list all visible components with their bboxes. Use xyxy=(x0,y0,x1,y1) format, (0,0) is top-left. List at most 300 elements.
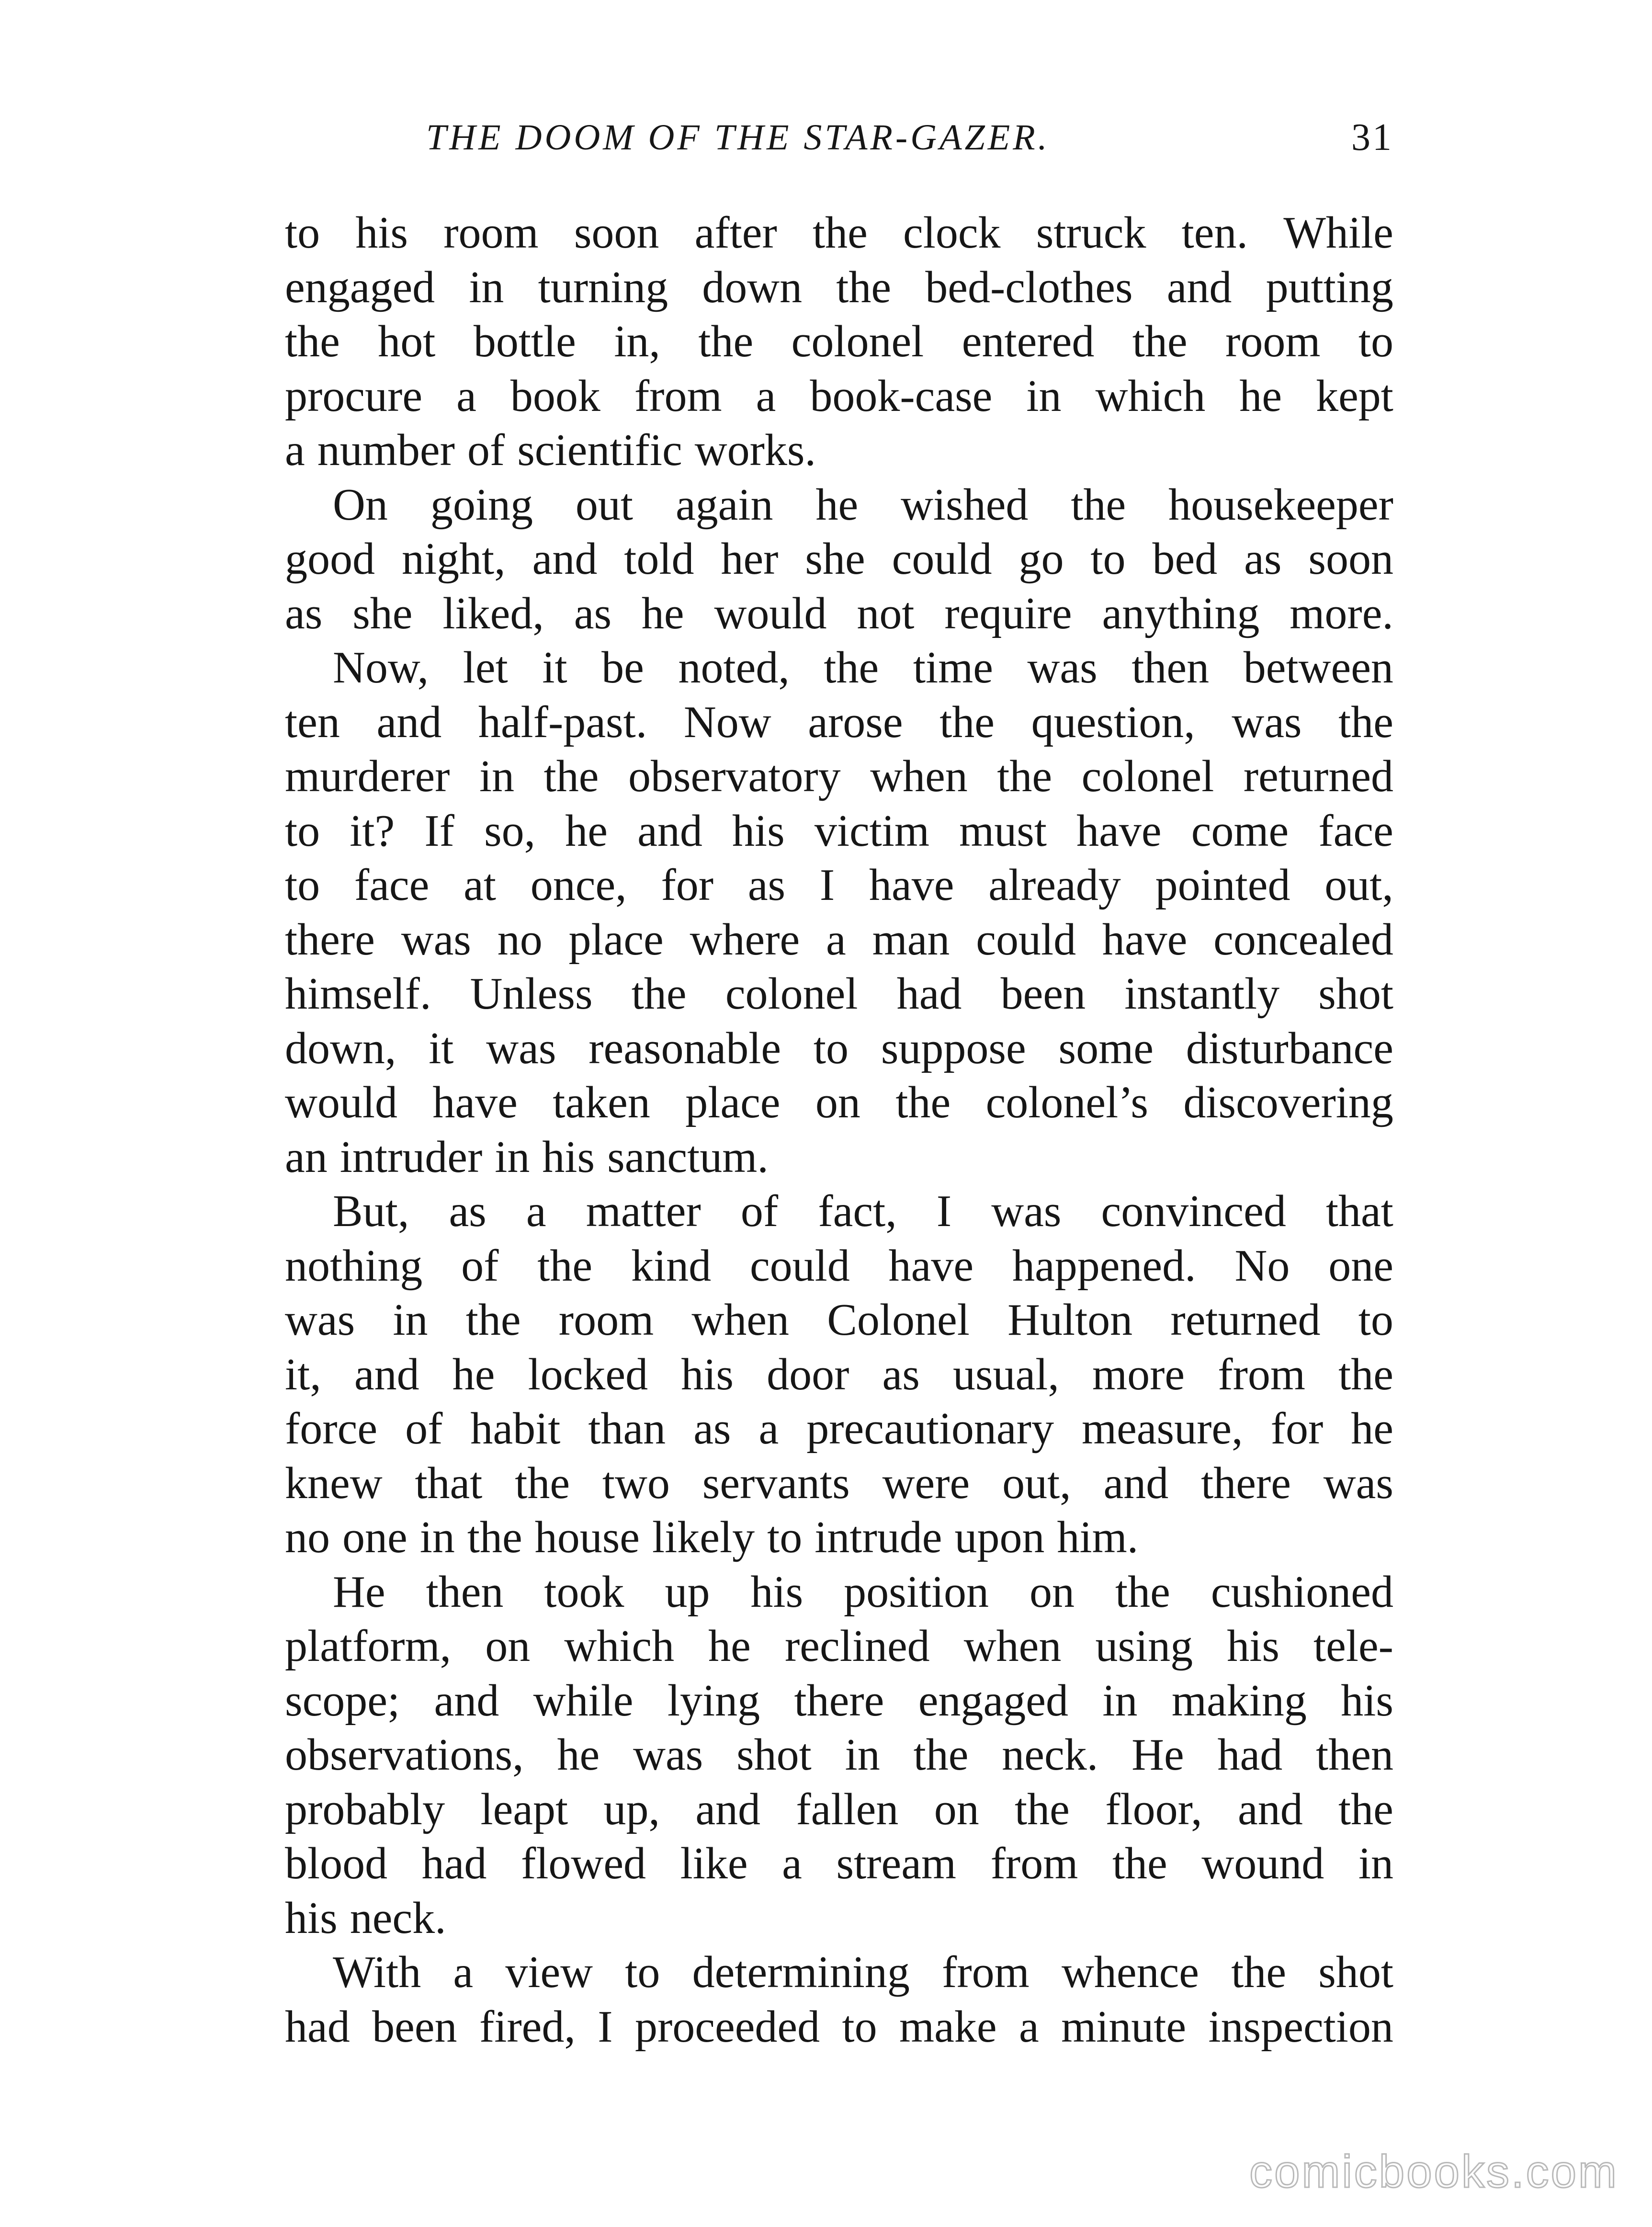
word: pointed xyxy=(1155,860,1290,910)
word: which xyxy=(1095,371,1206,421)
word: have xyxy=(869,860,954,910)
word: his xyxy=(1227,1621,1279,1671)
word: nothing xyxy=(285,1240,423,1291)
word: for xyxy=(661,860,714,910)
word: took xyxy=(544,1567,624,1617)
word: while xyxy=(533,1675,634,1726)
word: not xyxy=(857,588,915,638)
word: then xyxy=(426,1567,504,1617)
word: fired, xyxy=(479,2001,576,2052)
word: a xyxy=(826,914,846,965)
text-line xyxy=(285,1945,1393,2000)
word: proceeded xyxy=(634,2001,820,2052)
word: servants xyxy=(702,1458,850,1508)
word: which xyxy=(564,1621,675,1671)
word: out xyxy=(575,479,634,530)
word: had xyxy=(896,969,962,1019)
word: habit xyxy=(470,1404,561,1454)
word: could xyxy=(892,534,992,584)
word: the xyxy=(824,643,879,693)
word: disturbance xyxy=(1186,1023,1393,1073)
word: up, xyxy=(603,1784,660,1834)
word: colonel xyxy=(725,969,858,1019)
word: had xyxy=(421,1839,487,1888)
text-line xyxy=(285,750,1393,804)
word: it, xyxy=(285,1349,321,1399)
word: He xyxy=(333,1567,385,1617)
word: colonel’s xyxy=(985,1078,1148,1127)
word: it xyxy=(429,1023,454,1073)
word: been xyxy=(1000,969,1086,1019)
word: was xyxy=(633,1730,703,1780)
word: an xyxy=(285,1132,328,1182)
word: determining xyxy=(692,1947,910,1997)
word: returned xyxy=(1243,751,1393,801)
word: clock xyxy=(903,208,1001,258)
word: face xyxy=(354,860,430,910)
word: If xyxy=(424,806,454,856)
text-line xyxy=(285,206,1393,261)
word: bed xyxy=(1152,534,1218,584)
word: to xyxy=(285,208,320,258)
word: of xyxy=(740,1186,779,1236)
word: no xyxy=(497,914,543,965)
word: to xyxy=(1358,317,1393,366)
word: face xyxy=(1318,806,1393,856)
word: were xyxy=(882,1458,970,1508)
word: I xyxy=(936,1186,952,1236)
word: was xyxy=(991,1186,1062,1236)
word: more. xyxy=(1290,588,1393,638)
word: putting xyxy=(1266,262,1393,312)
word: position xyxy=(844,1567,989,1617)
word: shot xyxy=(1318,1947,1393,1997)
word: there xyxy=(1201,1458,1291,1508)
word: one xyxy=(1328,1240,1393,1291)
word: the xyxy=(1338,1784,1393,1834)
word: two xyxy=(602,1458,670,1508)
text-line xyxy=(285,369,1393,424)
text-line xyxy=(285,2000,1393,2055)
word: procure xyxy=(285,371,423,421)
text-line xyxy=(285,1348,1393,1402)
word: from xyxy=(1218,1349,1306,1399)
word: have xyxy=(1102,914,1188,965)
word: book xyxy=(510,371,600,421)
word: the xyxy=(537,1240,593,1291)
word: observations, xyxy=(285,1730,524,1780)
word: so, xyxy=(484,806,536,856)
word: number xyxy=(317,425,455,475)
word: book-case xyxy=(810,371,993,421)
word: reasonable xyxy=(588,1023,781,1073)
word: as xyxy=(1244,534,1282,584)
word: blood xyxy=(285,1839,388,1888)
word: force xyxy=(285,1404,378,1454)
word: he xyxy=(641,588,684,638)
word: could xyxy=(976,914,1076,965)
word: to xyxy=(1358,1295,1393,1345)
word: in xyxy=(419,1512,455,1562)
word: been xyxy=(372,2001,457,2052)
running-title: THE DOOM OF THE STAR-GAZER. xyxy=(426,117,1050,158)
word: down, xyxy=(285,1023,396,1073)
word: more xyxy=(1092,1349,1185,1399)
word: wished xyxy=(901,479,1029,530)
word: house xyxy=(534,1512,640,1562)
word: to xyxy=(813,1023,849,1073)
word: that xyxy=(1325,1186,1393,1236)
text-line xyxy=(285,1456,1393,1511)
word: and xyxy=(695,1784,761,1834)
word: returned xyxy=(1170,1295,1321,1345)
word: instantly xyxy=(1124,969,1280,1019)
word: taken xyxy=(553,1078,650,1127)
word: his xyxy=(750,1567,803,1617)
word: wound xyxy=(1201,1839,1324,1888)
word: a xyxy=(782,1839,802,1888)
word: from xyxy=(942,1947,1030,1997)
word: question, xyxy=(1031,697,1195,747)
running-head xyxy=(278,111,1393,164)
word: going xyxy=(430,479,533,530)
word: must xyxy=(959,806,1047,856)
word: between xyxy=(1243,643,1393,693)
text-line xyxy=(285,695,1393,750)
word: the xyxy=(913,1730,969,1780)
word: as xyxy=(747,860,786,910)
text-line xyxy=(285,1130,1393,1185)
word: knew xyxy=(285,1458,383,1508)
text-line xyxy=(285,804,1393,859)
word: and xyxy=(376,697,442,747)
word: and xyxy=(354,1349,419,1399)
word: I xyxy=(598,2001,613,2052)
word: there xyxy=(794,1675,884,1726)
word: locked xyxy=(528,1349,648,1399)
word: him. xyxy=(1057,1512,1139,1562)
word: it xyxy=(542,643,567,693)
word: bottle xyxy=(473,317,576,366)
word: no xyxy=(285,1512,330,1562)
word: make xyxy=(899,2001,997,2052)
word: have xyxy=(432,1078,518,1127)
word: to xyxy=(842,2001,877,2052)
word: whence xyxy=(1061,1947,1199,1997)
word: out, xyxy=(1002,1458,1071,1508)
word: once, xyxy=(530,860,627,910)
word: and xyxy=(637,806,702,856)
word: the xyxy=(1132,317,1188,366)
word: a xyxy=(758,1404,779,1454)
word: when xyxy=(963,1621,1062,1671)
word: suppose xyxy=(881,1023,1026,1073)
word: from xyxy=(990,1839,1078,1888)
word: then xyxy=(1316,1730,1393,1780)
word: she xyxy=(805,534,865,584)
word: neck. xyxy=(1002,1730,1098,1780)
word: when xyxy=(691,1295,789,1345)
word: good xyxy=(285,534,375,584)
word: scope; xyxy=(285,1675,400,1726)
word: he xyxy=(1239,371,1282,421)
word: concealed xyxy=(1213,914,1393,965)
word: at xyxy=(464,860,496,910)
word: when xyxy=(870,751,968,801)
word: and xyxy=(1103,1458,1169,1508)
word: her xyxy=(721,534,779,584)
word: floor, xyxy=(1105,1784,1202,1834)
word: victim xyxy=(814,806,930,856)
word: the xyxy=(543,751,599,801)
word: his xyxy=(732,806,785,856)
word: half-past. xyxy=(478,697,647,747)
text-line xyxy=(285,478,1393,533)
word: anything xyxy=(1102,588,1260,638)
word: the xyxy=(467,1512,522,1562)
word: probably xyxy=(285,1784,445,1834)
word: than xyxy=(588,1404,666,1454)
word: a xyxy=(456,371,476,421)
word: place xyxy=(685,1078,781,1127)
word: precautionary xyxy=(806,1404,1054,1454)
word: kept xyxy=(1316,371,1393,421)
text-line xyxy=(285,858,1393,913)
word: on xyxy=(485,1621,531,1671)
word: making xyxy=(1171,1675,1307,1726)
word: intruder xyxy=(339,1132,483,1182)
word: of xyxy=(461,1240,499,1291)
word: in xyxy=(1026,371,1062,421)
word: in xyxy=(393,1295,428,1345)
word: a xyxy=(1018,2001,1039,2052)
word: his xyxy=(355,208,408,258)
word: his xyxy=(542,1132,595,1182)
word: measure, xyxy=(1081,1404,1243,1454)
word: to xyxy=(285,806,320,856)
word: leapt xyxy=(480,1784,568,1834)
text-line xyxy=(285,1728,1393,1783)
word: the xyxy=(698,317,754,366)
word: shot xyxy=(1318,969,1393,1019)
word: for xyxy=(1270,1404,1324,1454)
text-line xyxy=(285,1783,1393,1837)
word: was xyxy=(285,1295,355,1345)
word: the xyxy=(1115,1567,1170,1617)
word: to xyxy=(1090,534,1126,584)
word: the xyxy=(465,1295,521,1345)
word: usual, xyxy=(952,1349,1059,1399)
text-line xyxy=(285,641,1393,695)
text-line xyxy=(285,1402,1393,1456)
word: cushioned xyxy=(1211,1567,1393,1617)
word: platform, xyxy=(285,1621,452,1671)
word: to xyxy=(767,1512,803,1562)
word: in xyxy=(1358,1839,1393,1888)
word: the xyxy=(997,751,1052,801)
word: in xyxy=(1102,1675,1138,1726)
word: he xyxy=(452,1349,495,1399)
word: the xyxy=(1015,1784,1070,1834)
word: and xyxy=(532,534,598,584)
text-line xyxy=(285,1674,1393,1728)
word: let xyxy=(463,643,508,693)
word: But, xyxy=(333,1186,409,1236)
word: he xyxy=(565,806,608,856)
word: was xyxy=(486,1023,556,1073)
word: there xyxy=(285,914,375,965)
word: inspection xyxy=(1208,2001,1393,2052)
word: had xyxy=(1217,1730,1283,1780)
word: in, xyxy=(614,317,660,366)
word: place xyxy=(568,914,664,965)
word: likely xyxy=(652,1512,755,1562)
word: of xyxy=(405,1404,443,1454)
word: the xyxy=(1071,479,1126,530)
text-line xyxy=(285,1022,1393,1076)
text-line xyxy=(285,967,1393,1022)
word: door xyxy=(767,1349,849,1399)
word: tele- xyxy=(1313,1621,1393,1671)
word: Now xyxy=(683,697,771,747)
word: come xyxy=(1191,806,1289,856)
word: on xyxy=(1030,1567,1075,1617)
word: go xyxy=(1018,534,1064,584)
word: colonel xyxy=(1081,751,1214,801)
word: fallen xyxy=(796,1784,899,1834)
word: the xyxy=(939,697,995,747)
word: and xyxy=(1166,262,1232,312)
word: Unless xyxy=(470,969,593,1019)
word: the xyxy=(895,1078,951,1127)
word: matter xyxy=(586,1186,701,1236)
word: man xyxy=(872,914,950,965)
word: I xyxy=(819,860,835,910)
word: up xyxy=(665,1567,710,1617)
word: of xyxy=(467,425,505,475)
word: ten. xyxy=(1181,208,1248,258)
word: was xyxy=(1323,1458,1393,1508)
text-line xyxy=(285,1619,1393,1674)
text-line xyxy=(285,913,1393,967)
word: time xyxy=(913,643,993,693)
word: would xyxy=(285,1078,397,1127)
word: fact, xyxy=(818,1186,897,1236)
text-line xyxy=(285,1891,1393,1946)
word: she xyxy=(352,588,413,638)
text-line xyxy=(285,1511,1393,1565)
word: it? xyxy=(350,806,395,856)
word: again xyxy=(675,479,773,530)
word: where xyxy=(690,914,800,965)
word: already xyxy=(988,860,1121,910)
word: shot xyxy=(736,1730,812,1780)
word: a xyxy=(756,371,776,421)
word: turning xyxy=(538,262,668,312)
word: some xyxy=(1058,1023,1154,1073)
word: scientific xyxy=(517,425,682,475)
word: was xyxy=(401,914,471,965)
word: the xyxy=(812,208,868,258)
word: noted, xyxy=(678,643,790,693)
word: the xyxy=(1338,697,1393,747)
word: a xyxy=(453,1947,474,1997)
word: soon xyxy=(574,208,659,258)
word: the xyxy=(515,1458,570,1508)
word: the xyxy=(631,969,687,1019)
word: hot xyxy=(378,317,436,366)
word: as xyxy=(882,1349,920,1399)
word: in xyxy=(479,751,515,801)
word: from xyxy=(634,371,722,421)
word: had xyxy=(285,2001,350,2052)
text-line xyxy=(285,587,1393,641)
word: a xyxy=(526,1186,546,1236)
text-line xyxy=(285,1239,1393,1294)
word: would xyxy=(714,588,827,638)
text-line xyxy=(285,1293,1393,1348)
word: out, xyxy=(1324,860,1393,910)
word: Hulton xyxy=(1007,1295,1133,1345)
word: stream xyxy=(836,1839,957,1888)
word: While xyxy=(1283,208,1393,258)
word: colonel xyxy=(791,317,924,366)
word: On xyxy=(333,479,388,530)
word: have xyxy=(1076,806,1162,856)
word: the xyxy=(1338,1349,1393,1399)
word: his xyxy=(1341,1675,1393,1726)
word: be xyxy=(601,643,644,693)
word: room xyxy=(1225,317,1321,366)
word: Colonel xyxy=(827,1295,970,1345)
word: the xyxy=(1231,1947,1287,1997)
word: and xyxy=(434,1675,499,1726)
word: as xyxy=(285,588,323,638)
word: told xyxy=(624,534,694,584)
word: the xyxy=(836,262,892,312)
word: on xyxy=(815,1078,860,1127)
word: was xyxy=(1027,643,1098,693)
word: to xyxy=(285,860,320,910)
word: bed-clothes xyxy=(925,262,1133,312)
word: have xyxy=(888,1240,974,1291)
word: the xyxy=(285,317,340,366)
word: to xyxy=(625,1947,660,1997)
word: upon xyxy=(954,1512,1045,1562)
word: reclined xyxy=(784,1621,930,1671)
word: a xyxy=(285,425,305,475)
word: could xyxy=(749,1240,850,1291)
word: was xyxy=(1232,697,1302,747)
word: as xyxy=(574,588,612,638)
word: his xyxy=(285,1893,338,1943)
word: room xyxy=(558,1295,654,1345)
word: as xyxy=(449,1186,487,1236)
text-line xyxy=(285,423,1393,478)
word: No xyxy=(1234,1240,1290,1291)
word: he xyxy=(1351,1404,1393,1454)
word: in xyxy=(495,1132,530,1182)
word: soon xyxy=(1308,534,1393,584)
word: he xyxy=(708,1621,751,1671)
word: one xyxy=(342,1512,407,1562)
word: observatory xyxy=(628,751,841,801)
word: his xyxy=(681,1349,734,1399)
page-number: 31 xyxy=(1351,116,1393,159)
word: Now, xyxy=(333,643,429,693)
word: liked, xyxy=(442,588,544,638)
text-line xyxy=(285,1076,1393,1130)
